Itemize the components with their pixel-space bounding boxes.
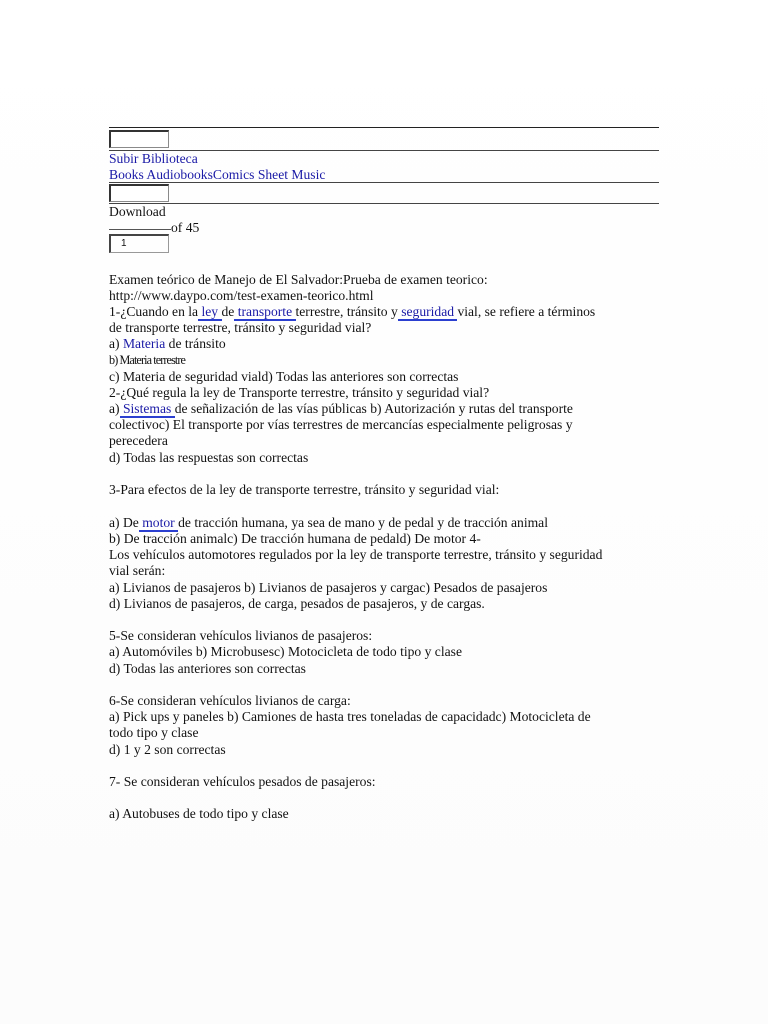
q2-option-a-prefix: a) (109, 401, 120, 416)
q3-option-a-prefix: a) De (109, 515, 139, 530)
question-6-line-2: a) Pick ups y paneles b) Camiones de hasta tres toneladas de capacidadc) Motocicleta de (109, 709, 591, 724)
subir-link[interactable]: Subir (109, 151, 139, 166)
nav-row-categories (109, 167, 325, 183)
question-2-line-4: perecedera (109, 433, 168, 448)
question-2-line-3: colectivoc) El transporte por vías terrestres de mercancías especialmente peligrosas y (109, 417, 573, 432)
seguridad-link[interactable]: seguridad (397, 304, 458, 319)
ley-link[interactable]: ley (198, 304, 222, 319)
sistemas-link[interactable]: Sistemas (119, 401, 175, 416)
question-2-line-1: 2-¿Qué regula la ley de Transporte terrestre, tránsito y seguridad vial? (109, 385, 490, 400)
question-6-line-1: 6-Se consideran vehículos livianos de carga: (109, 693, 351, 708)
nav-bottom-rule (109, 182, 659, 183)
question-2-option-a (109, 401, 573, 417)
sheet-music-link[interactable]: Sheet Music (257, 167, 326, 182)
question-6-line-4: d) 1 y 2 son correctas (109, 742, 226, 757)
q1-option-a-prefix: a) (109, 336, 123, 351)
q1-option-a-rest: de tránsito (165, 336, 226, 351)
question-3-option-a (109, 515, 548, 531)
page-underline (109, 229, 171, 230)
question-2-line-5: d) Todas las respuestas son correctas (109, 450, 309, 465)
search-input-box[interactable] (109, 130, 169, 148)
page-number-input[interactable]: 1 (109, 234, 169, 253)
question-5-line-3: d) Todas las anteriores son correctas (109, 661, 306, 676)
doc-url-line: http://www.daypo.com/test-examen-teorico.html (109, 288, 374, 303)
q1-text-end: vial, se refiere a términos (457, 304, 596, 319)
question-3-line-3: b) De tracción animalc) De tracción humana de pedald) De motor 4- (109, 531, 481, 546)
top-rule (109, 127, 659, 128)
question-4-line-1: Los vehículos automotores regulados por la ley de transporte terrestre, tránsito y seguridad (109, 547, 603, 562)
question-1-line-1 (109, 304, 595, 320)
q1-text-mid: terrestre, tránsito y (295, 304, 398, 319)
question-4-line-2: vial serán: (109, 563, 166, 578)
question-7-line-2: a) Autobuses de todo tipo y clase (109, 806, 289, 821)
question-3-line-1: 3-Para efectos de la ley de transporte terrestre, tránsito y seguridad vial: (109, 482, 500, 497)
audiobooks-link[interactable]: Audiobooks (146, 167, 213, 182)
question-1-option-b: b) Materia terrestre (109, 353, 186, 367)
question-1-line-2: de transporte terrestre, tránsito y seguridad vial? (109, 320, 372, 335)
question-7-line-1: 7- Se consideran vehículos pesados de pasajeros: (109, 774, 376, 789)
question-6-line-3: todo tipo y clase (109, 725, 199, 740)
books-link[interactable]: Books (109, 167, 144, 182)
biblioteca-link[interactable]: Biblioteca (141, 151, 198, 166)
question-4-line-4: d) Livianos de pasajeros, de carga, pesados de pasajeros, y de cargas. (109, 596, 485, 611)
secondary-input-box[interactable] (109, 184, 169, 202)
comics-link[interactable]: Comics (212, 167, 255, 182)
download-label[interactable]: Download (109, 204, 166, 219)
nav-row-upload (109, 151, 198, 167)
transporte-link[interactable]: transporte (234, 304, 296, 319)
materia-link[interactable]: Materia (122, 336, 166, 351)
question-4-line-3: a) Livianos de pasajeros b) Livianos de pasajeros y cargac) Pesados de pasajeros (109, 580, 548, 595)
q1-text-de: de (221, 304, 235, 319)
download-rule (109, 203, 659, 204)
question-5-line-1: 5-Se consideran vehículos livianos de pasajeros: (109, 628, 373, 643)
question-1-option-a (109, 336, 226, 352)
q3-option-a-rest: de tracción humana, ya sea de mano y de pedal y de tracción animal (178, 515, 548, 530)
question-5-line-2: a) Automóviles b) Microbusesc) Motocicleta de todo tipo y clase (109, 644, 462, 659)
doc-title-line: Examen teórico de Manejo de El Salvador:Prueba de examen teorico: (109, 272, 488, 287)
q2-option-a-rest: de señalización de las vías públicas b) Autorización y rutas del transporte (174, 401, 573, 416)
question-1-option-c: c) Materia de seguridad viald) Todas las anteriores son correctas (109, 369, 459, 384)
q1-text-start: 1-¿Cuando en la (109, 304, 199, 319)
page-count: of 45 (171, 220, 200, 235)
motor-link[interactable]: motor (138, 515, 179, 530)
